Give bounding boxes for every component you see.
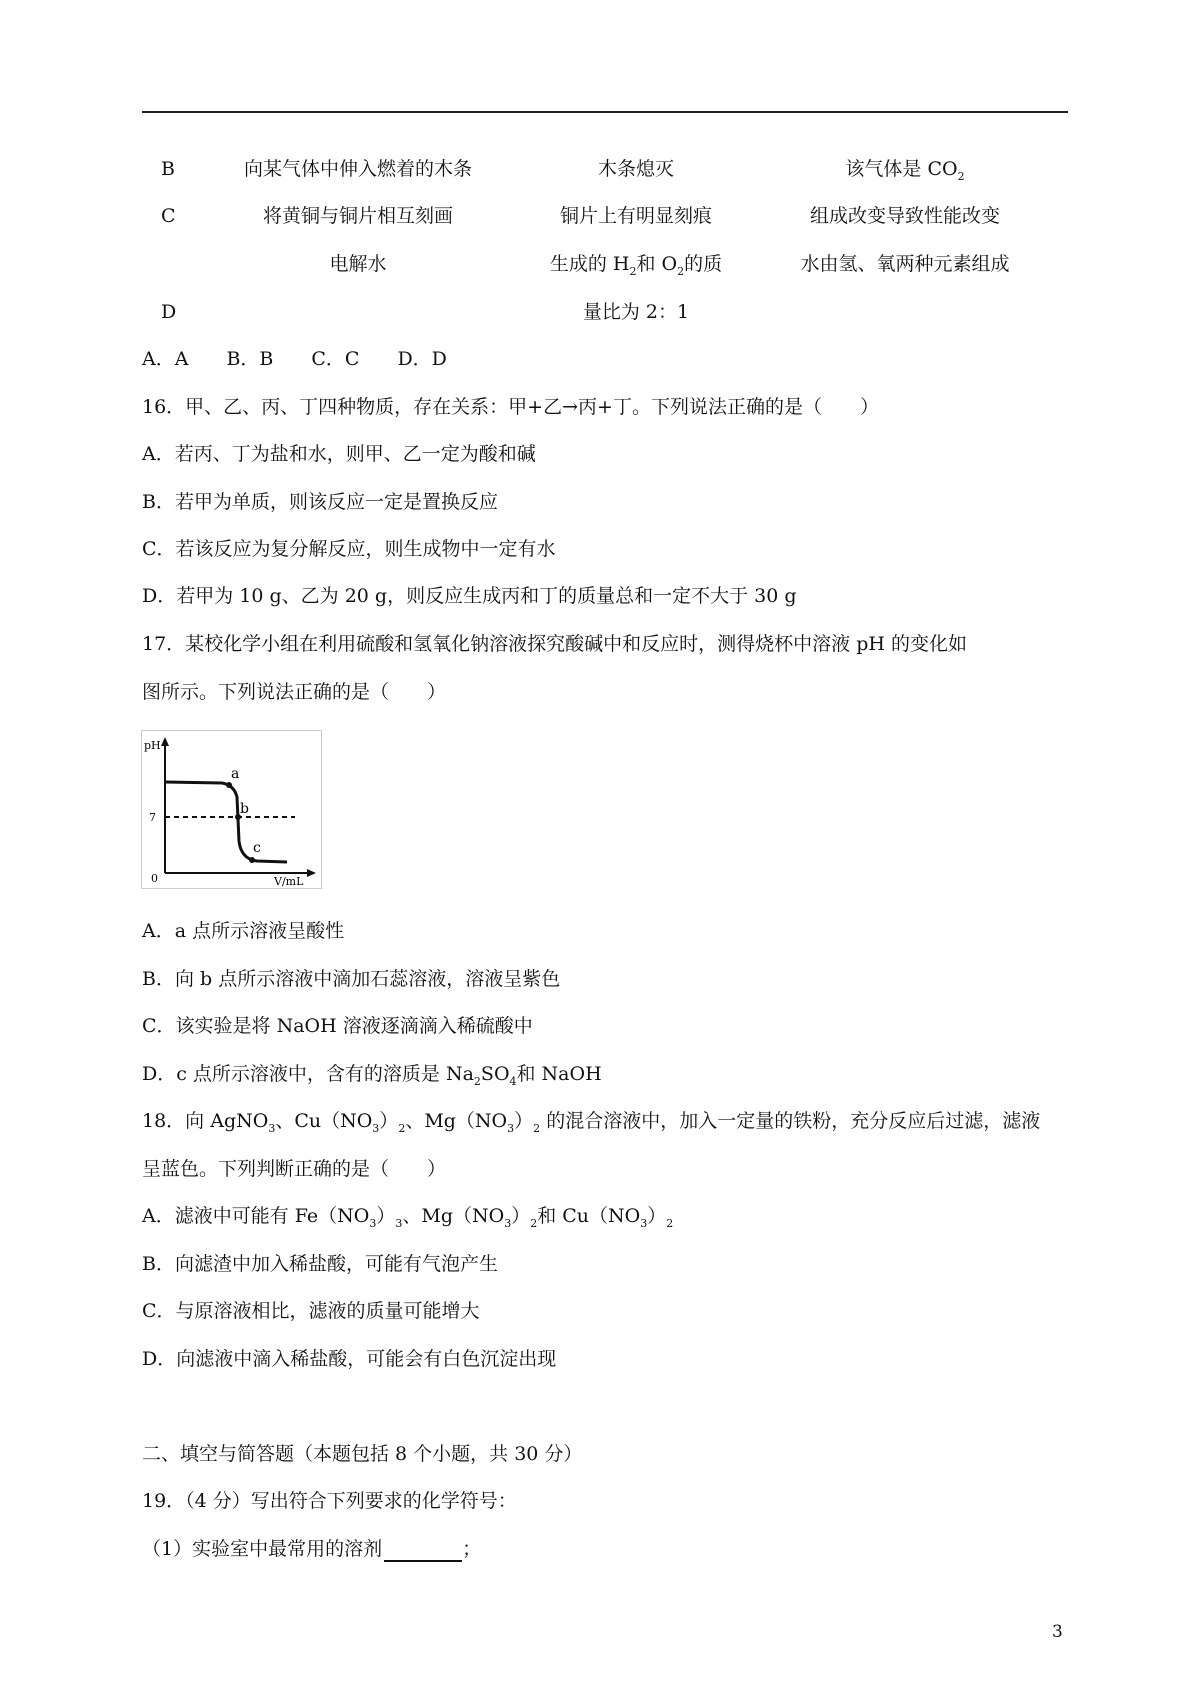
section-2-heading: 二、填空与简答题（本题包括 8 个小题，共 30 分） xyxy=(142,1443,583,1465)
q17-option-c: C．该实验是将 NaOH 溶液逐滴滴入稀硫酸中 xyxy=(142,1015,533,1037)
page-number: 3 xyxy=(1052,1622,1063,1642)
row-c-conclusion: 组成改变导致性能改变 xyxy=(809,205,1001,227)
q16-option-a: A．若丙、丁为盐和水，则甲、乙一定为酸和碱 xyxy=(142,443,536,465)
y-axis-label: pH xyxy=(144,739,161,752)
row-b-operation: 向某气体中伸入燃着的木条 xyxy=(243,158,473,180)
point-c-marker xyxy=(249,857,255,863)
origin-label: 0 xyxy=(151,872,158,885)
row-c-label: C xyxy=(161,205,176,227)
row-c-phenomenon: 铜片上有明显刻痕 xyxy=(559,205,713,227)
row-b-label: B xyxy=(161,158,175,180)
ph7-tick-label: 7 xyxy=(149,811,156,824)
q17-option-d: D．c 点所示溶液中，含有的溶质是 $Na_2SO_4$和 NaOH xyxy=(142,1063,602,1088)
ph-chart-svg xyxy=(142,731,321,888)
q16-option-c: C．若该反应为复分解反应，则生成物中一定有水 xyxy=(142,538,556,560)
q17-stem-line2: 图所示。下列说法正确的是（ ） xyxy=(142,681,447,703)
q17-option-a: A．a 点所示溶液呈酸性 xyxy=(142,920,345,942)
point-a-label: a xyxy=(231,766,240,782)
q18-option-c: C．与原溶液相比，滤液的质量可能增大 xyxy=(142,1300,480,1322)
row-d-phenomenon-line2: 量比为 2：1 xyxy=(582,301,690,323)
point-b-label: b xyxy=(240,801,249,817)
q16-stem: 16．甲、乙、丙、丁四种物质，存在关系：甲+乙→丙+丁。下列说法正确的是（ ） xyxy=(142,396,879,418)
row-d-phenomenon-line1: 生成的 $H_2$和 $O_2$的质 xyxy=(549,253,723,278)
row-b-conclusion: 该气体是 $CO_2$ xyxy=(845,158,965,183)
x-axis-label: V/mL xyxy=(274,875,304,888)
answer-blank[interactable] xyxy=(384,1540,462,1562)
row-c-operation: 将黄铜与铜片相互刻画 xyxy=(262,205,454,227)
y-axis-arrow xyxy=(161,737,169,746)
point-c-label: c xyxy=(253,840,261,856)
row-b-phenomenon: 木条熄灭 xyxy=(597,158,675,180)
q16-option-d: D．若甲为 10 g、乙为 20 g，则反应生成丙和丁的质量总和一定不大于 30 g xyxy=(142,585,797,607)
q15-options: A．A B．B C．C D．D xyxy=(142,348,447,370)
x-axis-arrow xyxy=(307,869,316,877)
q18-stem-line2: 呈蓝色。下列判断正确的是（ ） xyxy=(142,1158,447,1180)
row-d-operation: 电解水 xyxy=(329,253,387,275)
point-a-marker xyxy=(226,782,232,788)
header-rule xyxy=(142,111,1068,113)
row-d-label: D xyxy=(161,301,177,323)
q16-option-b: B．若甲为单质，则该反应一定是置换反应 xyxy=(142,491,498,513)
q17-stem-line1: 17．某校化学小组在利用硫酸和氢氧化钠溶液探究酸碱中和反应时，测得烧杯中溶液 pH 的变化如 xyxy=(142,633,967,655)
q18-stem-line1: 18．向 AgNO$_3$、$Cu(NO_3)_2$、$Mg(NO_3)_2$ 的混合溶液中，加入一定量的铁粉，充分反应后过滤，滤液 xyxy=(142,1110,1041,1135)
q17-option-b: B．向 b 点所示溶液中滴加石蕊溶液，溶液呈紫色 xyxy=(142,968,561,990)
q19-stem: 19．（4 分）写出符合下列要求的化学符号： xyxy=(142,1490,517,1512)
q18-option-a: A．滤液中可能有 $Fe(NO_3)_3$、$Mg(NO_3)_2$和 $Cu(NO_3)_2$ xyxy=(142,1205,674,1230)
row-d-conclusion: 水由氢、氧两种元素组成 xyxy=(800,253,1010,275)
ph-chart xyxy=(141,730,322,889)
q18-option-b: B．向滤渣中加入稀盐酸，可能有气泡产生 xyxy=(142,1253,498,1275)
q18-option-d: D．向滤液中滴入稀盐酸，可能会有白色沉淀出现 xyxy=(142,1348,557,1370)
q19-item-1: （1）实验室中最常用的溶剂 ； xyxy=(142,1538,482,1560)
ph-curve xyxy=(165,782,287,862)
